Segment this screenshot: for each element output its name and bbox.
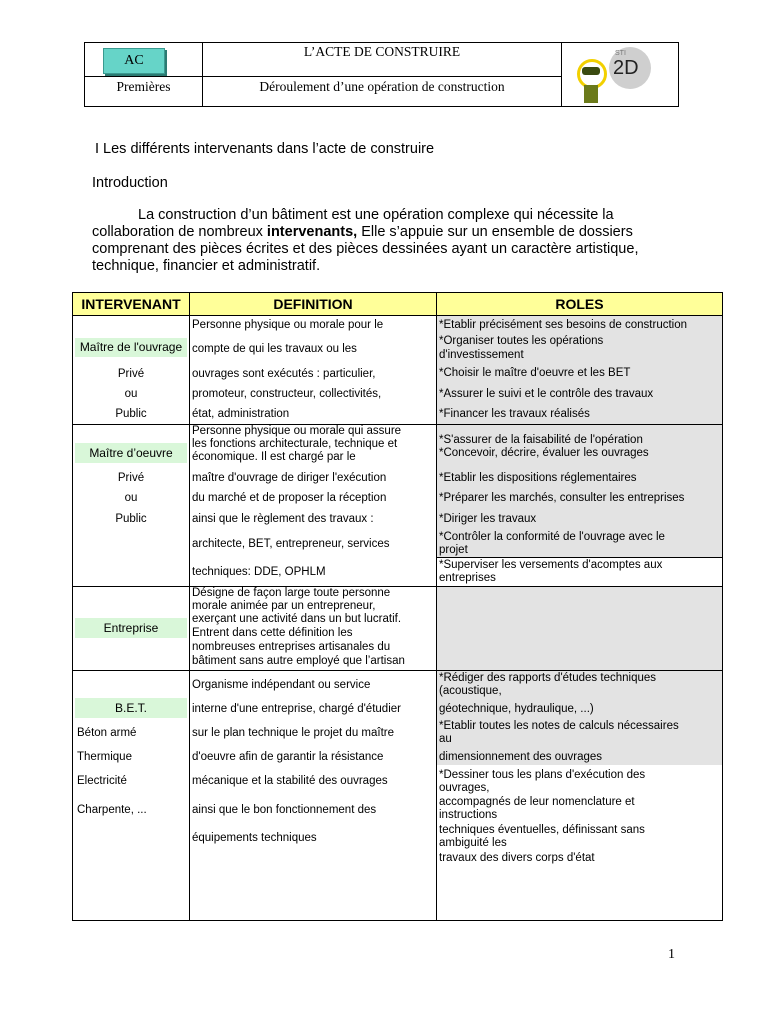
header-roles: ROLES (555, 296, 604, 312)
header-intervenant: INTERVENANT (81, 296, 181, 312)
intervenant-entreprise: Entreprise (75, 618, 187, 638)
logo-text: 2D (613, 57, 639, 79)
intro-heading: Introduction (92, 175, 168, 191)
intro-line-2: collaboration de nombreux intervenants, Elle s’appuie sur un ensemble de dossiers (92, 224, 633, 240)
section-title: I Les différents intervenants dans l’acte de construire (95, 141, 435, 157)
intervenant-bet: B.E.T. (75, 698, 187, 718)
intro-line-1: La construction d’un bâtiment est une opération complexe qui nécessite la (138, 207, 614, 223)
document-header (84, 42, 679, 107)
document-title: L’ACTE DE CONSTRUIRE (303, 44, 461, 59)
sti2d-logo: STI 2D (569, 45, 673, 105)
intro-line-4: technique, financier et administratif. (92, 258, 321, 274)
document-subtitle: Déroulement d’une opération de construction (259, 79, 505, 94)
intro-line-3: comprenant des pièces écrites et des pièces dessinées ayant un caractère artistique, (92, 241, 639, 257)
level-label: Premières (116, 79, 171, 94)
intervenant-maitre-oeuvre: Maître d’oeuvre (75, 443, 187, 463)
page-number: 1 (668, 947, 675, 962)
intervenant-maitre-ouvrage: Maître de l'ouvrage (75, 338, 187, 357)
intervenants-table: INTERVENANT DEFINITION ROLES Maître de l'ouvrage Privé ou Public Personne physique ou morale pour le compte de qui les travaux ou les ouvrages sont exécutés : particulier, promoteur, constructeur, collectivités, état, administration *Etablir précisément ses besoins de construction *Organiser toutes les opérations d'investissement *Choisir le maître d'oeuvre et les BET *Assurer le suivi et le contrôle des travaux *Financer les travaux réalisés Maître d’oeuvre Privé ou Public Personne physique ou morale qui assure les fonctions architecturale, technique et économique. Il est chargé par le maître d'ouvrage de diriger l'exécution du marché et de proposer la réception ainsi que le règlement des travaux : architecte, BET, entrepreneur, services techniques: DDE, OPHLM *S'assurer de la faisabilité de l'opération *Concevoir, décrire, évaluer les ouvrages *Etablir les dispositions réglementaires *Préparer les marchés, consulter les entreprises *Diriger les travaux *Contrôler la conformité de l'ouvrage avec le projet *Superviser les versements d'acomptes aux entreprises Entreprise Désigne de façon large toute personne morale animée par un entrepreneur, exerçant une activité dans un but lucratif. Entrent dans cette définition les nombreuses entreprises artisanales du bâtiment sans autre employé que l’artisan B.E.T. Béton armé Thermique Electricité Charpente, ... Organisme indépendant ou service interne d'une entreprise, chargé d'étudier sur le plan technique le projet du maître d'oeuvre afin de garantir la résistance mécanique et la stabilité des ouvrages ainsi que le bon fonctionnement des équipements techniques *Rédiger des rapports d'études techniques (acoustique, géotechnique, hydraulique, ...) *Etablir toutes les notes de calculs nécessaires au dimensionnement des ouvrages *Dessiner tous les plans d'exécution des ouvrages, accompagnés de leur nomenclature et instructions techniques éventuelles, définissant sans ambiguité les travaux des divers corps d'état (72, 292, 723, 921)
class-badge: AC (103, 48, 165, 74)
header-definition: DEFINITION (273, 296, 353, 312)
